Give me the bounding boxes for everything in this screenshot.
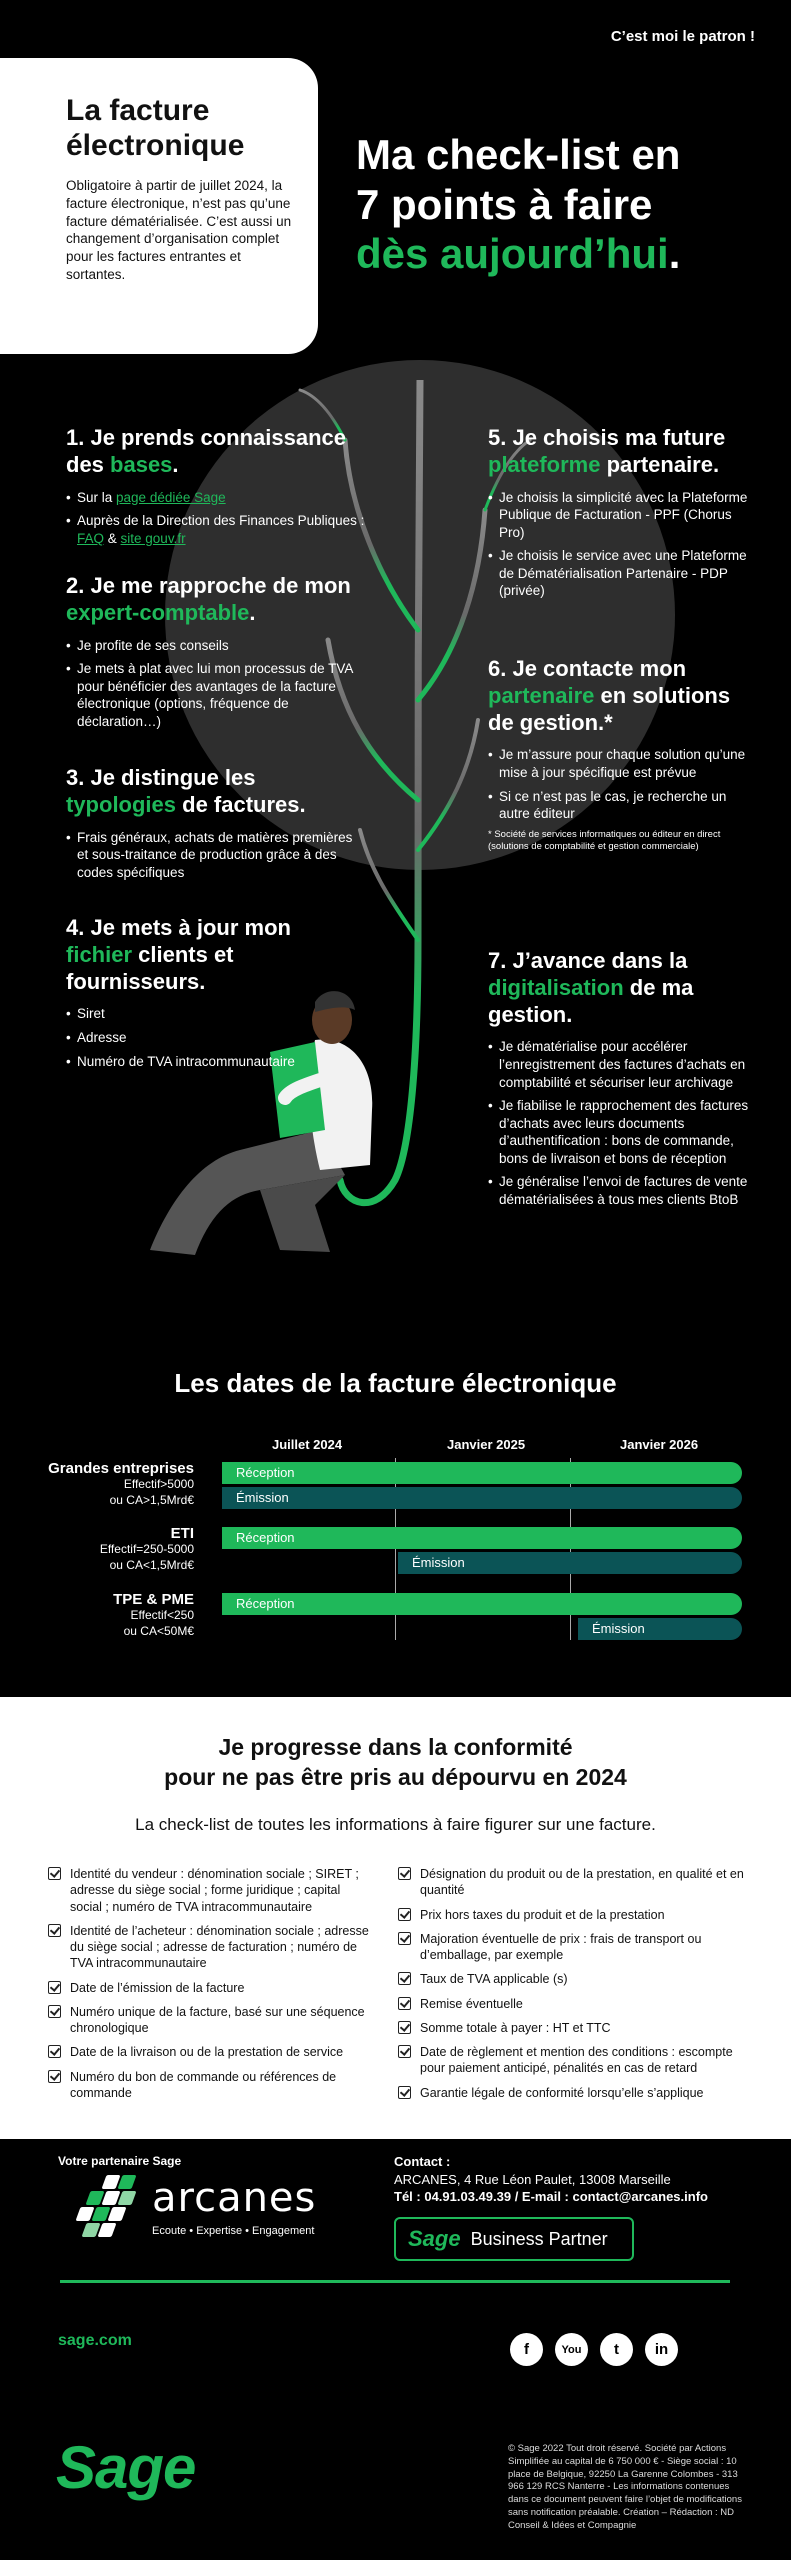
partner-label: Votre partenaire Sage [58,2154,182,2168]
step-1-item-sep: & [104,530,121,546]
step-4-item: • Siret [66,1005,306,1023]
step-7 [488,948,758,1214]
checkbox-icon [398,1932,411,1945]
checklist-item-text: Désignation du produit ou de la prestation, en qualité et en quantité [420,1867,744,1898]
timeline-category-large [48,1460,194,1508]
step-7-item: • Je généralise l’envoi de factures de vente dématérialisées à tous mes clients BtoB [488,1173,758,1208]
step-4 [66,915,306,1076]
conformity-title [0,1733,791,1793]
legal-notice: © Sage 2022 Tout droit réservé. Société par Actions Simplifiée au capital de 6 750 000 € - Siège social : 10 place de Belgique, 92250 La Garenne Colombes - 313 966 129 RCS Nanterre - Les informations contenues dans ce document peuvent faire l’objet de modifications sans notification préalable. Création – Rédaction : ND Conseil & Idées et Compagnie [508,2443,742,2531]
timeline-title: Les dates de la facture électronique [174,1368,617,1398]
reception-bar: Réception [222,1593,742,1615]
step-5-title-end: partenaire. [600,451,720,477]
contact-phone-email[interactable]: Tél : 04.91.03.49.39 / E-mail : contact@arcanes.info [394,2189,708,2205]
step-2-item: • Je mets à plat avec lui mon processus de TVA pour bénéficier des avantages de la facture électronique (options, fréquence de déclaration…) [66,660,366,730]
slogan: C’est moi le patron ! [610,28,755,45]
step-1-title-text: 1. Je prends connaissance des [66,425,347,477]
checkbox-icon [398,2086,411,2099]
step-2-item: • Je profite de ses conseils [66,637,366,655]
step-2-title-end: . [249,599,256,625]
contact-address: ARCANES, 4 Rue Léon Paulet, 13008 Marseille [394,2171,671,2187]
arcanes-tagline: Ecoute • Expertise • Engagement [152,2225,315,2237]
checklist-item [398,2085,753,2101]
badge-text: Business Partner [470,2228,608,2249]
contact-block [394,2153,708,2206]
intro-text: Obligatoire à partir de juillet 2024, la facture électronique, n’est pas qu’une facture dématérialisée. C’est aussi un changement d’organisation complet pour les factures entrantes et sortantes. [66,178,292,283]
checklist-item-text: Prix hors taxes du produit et de la prestation [420,1907,665,1922]
arcanes-logo [74,2175,344,2245]
faq-link[interactable]: FAQ [77,530,105,546]
timeline-col-header: Janvier 2025 [447,1437,526,1452]
step-4-title-end: clients et fournisseurs. [66,941,234,994]
checklist-item [398,1931,753,1964]
main-title [356,130,680,279]
checklist-left [48,1866,373,2109]
checklist-item [48,1866,373,1915]
main-title-line1: Ma check-list en [356,131,681,178]
step-5-title [488,425,758,479]
business-partner-badge [394,2217,634,2261]
emission-bar: Émission [222,1487,742,1509]
checklist-item [398,2044,753,2077]
step-2-title-text: 2. Je me rapproche de mon [66,573,351,598]
step-6-item: • Je m’assure pour chaque solution qu’une mise à jour spécifique est prévue [488,746,758,781]
step-6-title [488,656,758,736]
category-threshold: Effectif>5000 [123,1477,194,1491]
youtube-icon[interactable]: You [555,2333,588,2366]
category-threshold: Effectif=250-5000 [99,1542,194,1556]
step-3-title-highlight: typologies [66,791,177,817]
category-name: TPE & PME [113,1591,194,1608]
sage-website-link[interactable]: sage.com [58,2332,132,2349]
step-6-item: • Si ce n’est pas le cas, je recherche un autre éditeur [488,788,758,823]
conformity-subtitle: La check-list de toutes les informations à faire figurer sur une facture. [135,1815,656,1834]
step-6-title-text: 6. Je contacte mon [488,656,687,681]
step-2-title [66,573,366,627]
gouv-site-link[interactable]: site gouv.fr [120,530,186,546]
step-1-item [66,489,366,507]
checklist-item-text: Identité de l’acheteur : dénomination sociale ; adresse du siège social ; adresse de facturation ; numéro de TVA intracommunautaire [70,1923,369,1971]
checklist-item [48,1980,373,1996]
step-1-item-text: Sur la [77,489,117,505]
step-7-title-highlight: digitalisation [488,974,624,1000]
step-6 [488,656,758,853]
step-5-title-text: 5. Je choisis ma future [488,425,726,450]
step-1-item-text: Auprès de la Direction des Finances Publiques : [77,513,365,529]
checkbox-icon [398,1997,411,2010]
reception-bar: Réception [222,1462,742,1484]
checklist-item-text: Taux de TVA applicable (s) [420,1972,568,1987]
checkbox-icon [48,2070,61,2083]
step-6-title-end: en solutions de gestion.* [488,682,731,735]
checklist-item-text: Numéro unique de la facture, basé sur une séquence chronologique [70,2004,365,2035]
emission-bar: Émission [578,1618,742,1640]
timeline-col-header: Juillet 2024 [272,1437,343,1452]
checklist-item [48,1923,373,1972]
arcanes-grid-icon [74,2175,146,2239]
step-1 [66,425,366,553]
main-title-highlight: dès aujourd’hui [356,230,669,278]
checklist-item-text: Numéro du bon de commande ou références de commande [70,2069,337,2100]
checkbox-icon [48,1924,61,1937]
step-3-title-end: de factures. [176,791,306,817]
step-5 [488,425,758,606]
timeline-col-header: Janvier 2026 [620,1437,699,1452]
checkbox-icon [48,2005,61,2018]
checklist-item [398,1866,753,1899]
checklist-item [398,1996,753,2012]
checklist-item-text: Majoration éventuelle de prix : frais de transport ou d’emballage, par exemple [420,1931,702,1962]
checklist-item [398,1907,753,1923]
checkbox-icon [48,1867,61,1880]
checklist-item-text: Identité du vendeur : dénomination sociale ; SIRET ; adresse du siège social ; forme juridique ; capital social ; numéro de TVA intracommunautaire [70,1867,359,1914]
sage-page-link[interactable]: page dédiée Sage [116,489,226,505]
sage-logo: Sage [56,2434,196,2501]
timeline-category-eti [100,1525,194,1573]
checkbox-icon [398,2021,411,2034]
checklist-item-text: Remise éventuelle [420,1996,523,2011]
conformity-title-line2: pour ne pas être pris au dépourvu en 2024 [164,1763,627,1790]
conformity-section [0,1697,791,2139]
intro-title: La facture électronique [66,94,245,162]
footer-divider [60,2280,730,2283]
category-threshold: ou CA<50M€ [123,1623,194,1638]
step-4-title-text: 4. Je mets à jour mon [66,915,291,940]
facebook-icon[interactable]: f [510,2333,543,2366]
step-7-title-end: de ma gestion. [488,974,694,1027]
step-2 [66,573,366,736]
main-title-dot: . [668,230,681,278]
category-threshold: ou CA>1,5Mrd€ [109,1492,194,1507]
step-6-note: * Société de services informatiques ou éditeur en direct (solutions de comptabilité et gestion commerciale) [488,828,721,853]
step-6-title-highlight: partenaire [488,682,595,708]
step-1-title-highlight: bases [110,451,173,477]
checkbox-icon [398,2045,411,2058]
timeline-category-sme [113,1591,194,1639]
checklist-item [398,2020,753,2036]
step-7-title-text: 7. J’avance dans la [488,948,688,973]
step-4-title [66,915,306,995]
badge-sage-logo: Sage [408,2226,461,2251]
checklist-item-text: Date de l’émission de la facture [70,1980,245,1995]
checklist-item [48,2004,373,2037]
step-1-item [66,512,366,547]
contact-label: Contact : [394,2154,451,2169]
step-4-title-highlight: fichier [66,941,133,967]
step-7-item: • Je fiabilise le rapprochement des factures d’achats avec leurs documents d’authentification : bons de commande, bons de livraison et bons de réception [488,1097,758,1167]
step-2-title-highlight: expert-comptable [66,599,250,625]
step-1-title [66,425,366,479]
checklist-item-text: Date de la livraison ou de la prestation de service [70,2045,344,2060]
category-name: Grandes entreprises [48,1460,194,1477]
step-3-title [66,765,366,819]
linkedin-icon[interactable]: in [645,2333,678,2366]
step-5-title-highlight: plateforme [488,451,601,477]
checkbox-icon [398,1972,411,1985]
step-4-item: • Numéro de TVA intracommunautaire [66,1053,306,1071]
step-3 [66,765,366,887]
checklist-right [398,1866,753,2109]
step-5-item: • Je choisis le service avec une Plateforme de Dématérialisation Partenaire - PDP (privée) [488,547,758,600]
reception-bar: Réception [222,1527,742,1549]
emission-bar: Émission [398,1552,742,1574]
twitter-icon[interactable]: t [600,2333,633,2366]
step-7-title [488,948,758,1028]
checklist-item-text: Garantie légale de conformité lorsqu’elle s’applique [420,2085,704,2100]
step-1-title-end: . [172,451,179,477]
step-4-item: • Adresse [66,1029,306,1047]
step-3-title-text: 3. Je distingue les [66,765,256,790]
checkbox-icon [48,1981,61,1994]
intro-card [0,58,318,354]
category-name: ETI [170,1525,194,1542]
checklist-item [48,2044,373,2060]
checkbox-icon [398,1908,411,1921]
checkbox-icon [48,2045,61,2058]
checklist-item [398,1971,753,1987]
checkbox-icon [398,1867,411,1880]
conformity-title-line1: Je progresse dans la conformité [218,1734,573,1760]
checklist-item [48,2069,373,2102]
main-title-line2: 7 points à faire [356,180,653,228]
step-5-item: • Je choisis la simplicité avec la Plateforme Publique de Facturation - PPF (Chorus Pro) [488,489,758,542]
checklist-item-text: Date de règlement et mention des conditions : escompte pour paiement anticipé, pénalités en cas de retard [420,2045,733,2076]
category-threshold: Effectif<250 [130,1608,194,1622]
arcanes-name: arcanes [152,2175,317,2221]
checklist-item-text: Somme totale à payer : HT et TTC [420,2020,611,2035]
main-title-line3 [356,229,680,279]
category-threshold: ou CA<1,5Mrd€ [109,1557,194,1572]
step-3-item: • Frais généraux, achats de matières premières et sous-traitance de production grâce à des codes spécifiques [66,829,366,882]
step-7-item: • Je dématérialise pour accélérer l’enregistrement des factures d’achats en comptabilité et sécuriser leur archivage [488,1038,758,1091]
